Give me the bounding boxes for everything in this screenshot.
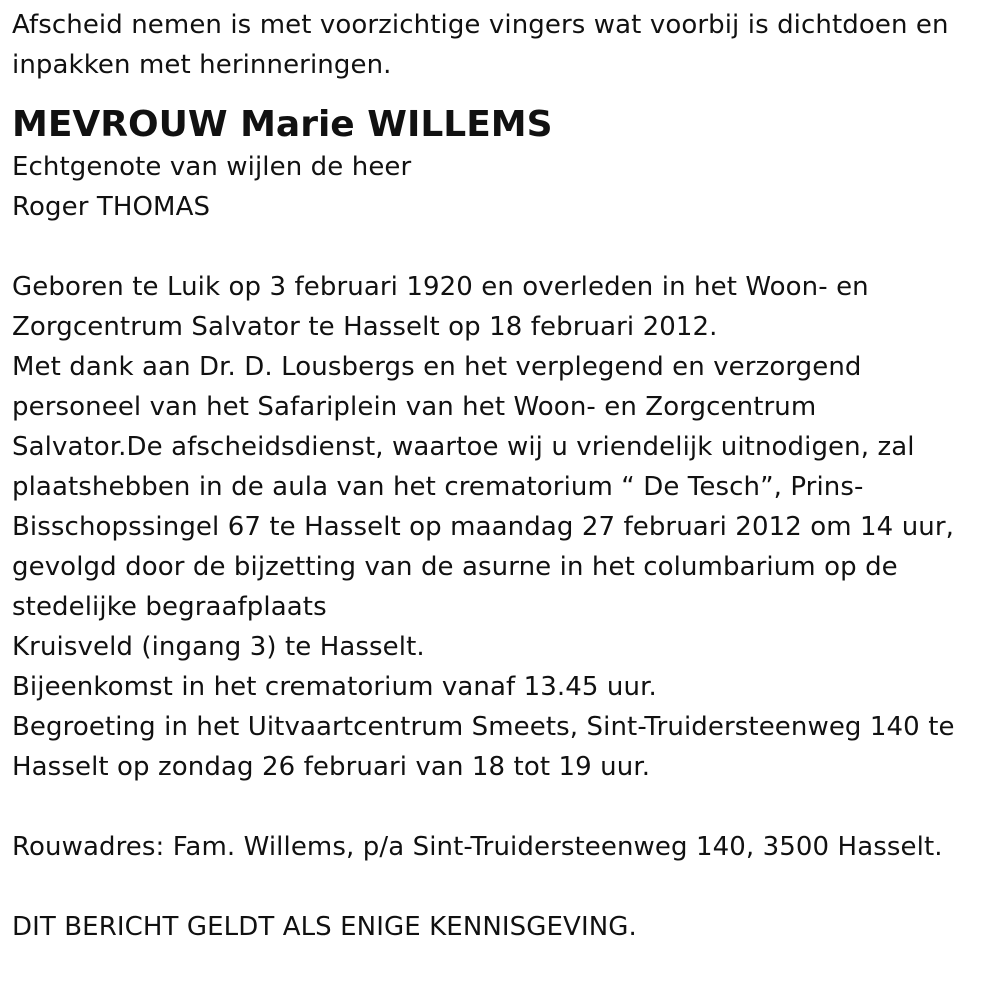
- spouse-line: Roger THOMAS: [12, 192, 211, 222]
- blank-line: [12, 787, 988, 827]
- obituary-document: [0, 5, 1000, 989]
- spouse-info: [12, 147, 988, 227]
- body-line: Geboren te Luik op 3 februari 1920 en overleden in het Woon- en: [12, 272, 869, 302]
- blank-line: [12, 227, 988, 267]
- body-line: Bijeenkomst in het crematorium vanaf 13.45 uur.: [12, 672, 657, 702]
- body-line: gevolgd door de bijzetting van de asurne in het columbarium op de: [12, 552, 898, 582]
- body-line: Met dank aan Dr. D. Lousbergs en het verplegend en verzorgend: [12, 352, 862, 382]
- spouse-line: Echtgenote van wijlen de heer: [12, 152, 412, 182]
- body-line: Salvator.De afscheidsdienst, waartoe wij u vriendelijk uitnodigen, zal: [12, 432, 915, 462]
- body-line: Begroeting in het Uitvaartcentrum Smeets, Sint-Truidersteenweg 140 te: [12, 712, 955, 742]
- body-line: Hasselt op zondag 26 februari van 18 tot 19 uur.: [12, 752, 651, 782]
- blank-line: [12, 867, 988, 907]
- intro-line: inpakken met herinneringen.: [12, 50, 392, 80]
- notice-text: DIT BERICHT GELDT ALS ENIGE KENNISGEVING.: [12, 912, 637, 942]
- body-line: Kruisveld (ingang 3) te Hasselt.: [12, 632, 425, 662]
- body-line: personeel van het Safariplein van het Woon- en Zorgcentrum: [12, 392, 817, 422]
- body-line: plaatshebben in de aula van het crematorium “ De Tesch”, Prins-: [12, 472, 864, 502]
- intro-quote: [12, 5, 988, 85]
- body-line: stedelijke begraafplaats: [12, 592, 327, 622]
- mourning-address: Rouwadres: Fam. Willems, p/a Sint-Truidersteenweg 140, 3500 Hasselt.: [12, 832, 943, 862]
- obituary-body: [12, 267, 988, 787]
- body-line: Zorgcentrum Salvator te Hasselt op 18 februari 2012.: [12, 312, 718, 342]
- body-line: Bisschopssingel 67 te Hasselt op maandag 27 februari 2012 om 14 uur,: [12, 512, 954, 542]
- intro-line: Afscheid nemen is met voorzichtige vingers wat voorbij is dichtdoen en: [12, 10, 949, 40]
- deceased-name: MEVROUW Marie WILLEMS: [12, 104, 553, 145]
